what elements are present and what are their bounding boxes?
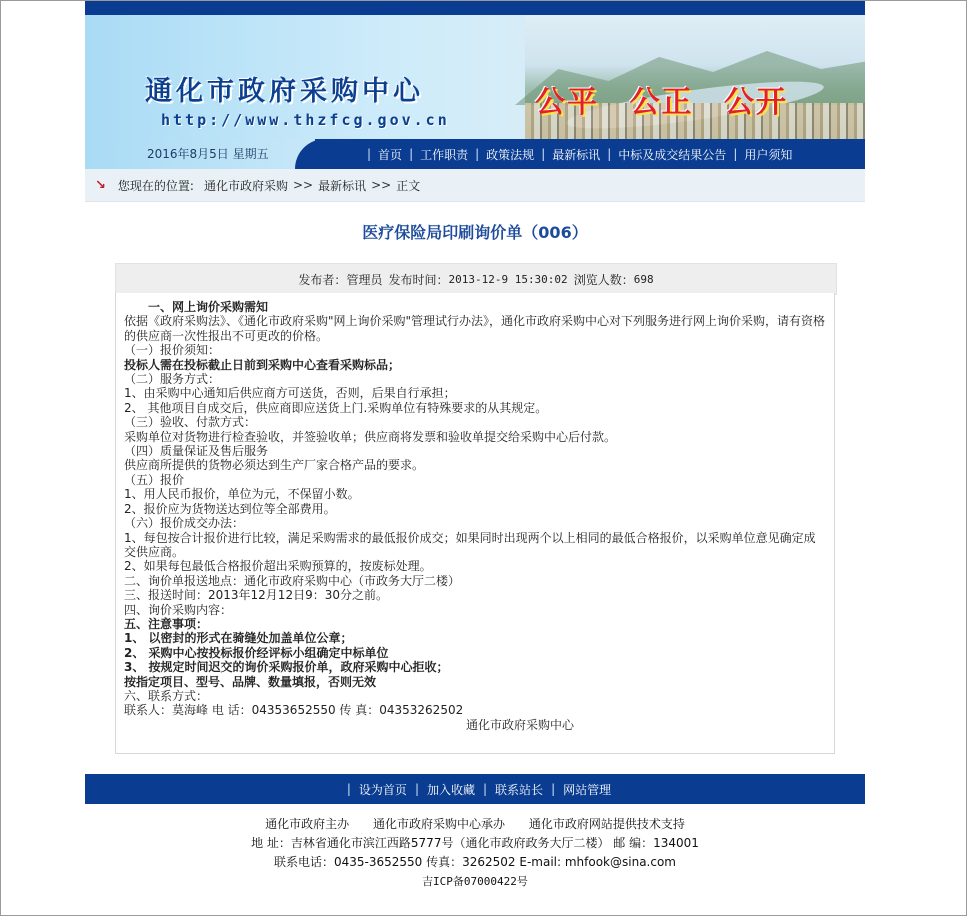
footer-tech-support: 通化市政府网站提供技术支持 — [528, 817, 685, 831]
footer-icp: 吉ICP备07000422号 — [422, 875, 528, 888]
paragraph: （五）报价 — [124, 472, 185, 487]
breadcrumb-item-latest[interactable]: 最新标讯 — [318, 178, 367, 193]
paragraph: 1、每包按合计报价进行比较，满足采购需求的最低报价成交；如果同时出现两个以上相同的最低合格报价，以采购单位意见确定成交供应商。 — [124, 530, 816, 559]
nav-bar — [85, 139, 865, 169]
breadcrumb-item-current: 正文 — [396, 178, 421, 193]
paragraph: 2、 其他项目自成交后，供应商即应送货上门.采购单位有特殊要求的从其规定。 — [124, 400, 548, 415]
paragraph: （二）服务方式： — [124, 372, 221, 387]
meta-publisher: 管理员 — [346, 272, 383, 287]
section-heading: 一、网上询价采购需知 — [148, 300, 269, 314]
header-banner — [85, 15, 865, 139]
add-favorite-link[interactable]: 加入收藏 — [426, 782, 475, 797]
nav-separator: | — [475, 147, 480, 161]
breadcrumb-prefix: 您现在的位置: — [117, 178, 194, 193]
contact-line: 联系人：莫海峰 电 话：04353652550 传 真：04353262502 — [124, 703, 464, 718]
meta-views-label: 浏览人数： — [573, 272, 634, 287]
footer-sponsors — [85, 815, 865, 834]
paragraph: （一）报价须知： — [124, 343, 221, 358]
paragraph: 三、报送时间：2013年12月12日9：30分之前。 — [124, 588, 388, 603]
paragraph: 六、联系方式： — [124, 688, 209, 703]
contact-webmaster-link[interactable]: 联系站长 — [495, 782, 544, 797]
paragraph: 依据《政府采购法》、《通化市政府采购"网上询价采购"管理试行办法》，通化市政府采购中心对下列服务进行网上询价采购，请有资格的供应商一次性报出不可更改的价格。 — [124, 314, 826, 343]
footer-separator: | — [551, 782, 556, 796]
site-title: 通化市政府采购中心 — [145, 76, 424, 107]
meta-publisher-label: 发布者： — [298, 272, 347, 287]
nav-separator: | — [733, 147, 738, 161]
paragraph-emphasis: 3、 按规定时间迟交的询价采购报价单，政府采购中心拒收； — [124, 660, 449, 675]
footer-separator: | — [414, 782, 419, 796]
breadcrumb — [85, 169, 865, 202]
breadcrumb-separator: >> — [371, 178, 392, 192]
current-date: 2016年8月5日 星期五 — [147, 147, 269, 161]
meta-views: 698 — [633, 272, 654, 286]
slogan-just: 公正 — [629, 85, 694, 120]
paragraph: （六）报价成交办法： — [124, 516, 245, 531]
paragraph-emphasis: 投标人需在投标截止日前到采购中心查看采购标品； — [124, 357, 401, 372]
breadcrumb-item-home[interactable]: 通化市政府采购 — [203, 178, 288, 193]
paragraph-emphasis: 按指定项目、型号、品牌、数量填报，否则无效 — [124, 674, 377, 689]
nav-separator: | — [541, 147, 546, 161]
paragraph: 1、由采购中心通知后供应商方可送货，否则，后果自行承担； — [124, 386, 456, 401]
nav-separator: | — [607, 147, 612, 161]
nav-item-home[interactable]: 首页 — [378, 147, 403, 162]
slogan-open: 公开 — [723, 85, 788, 120]
nav-item-latest-bids[interactable]: 最新标讯 — [552, 147, 601, 162]
paragraph: 四、询价采购内容： — [124, 602, 233, 617]
paragraph: 1、用人民币报价，单位为元，不保留小数。 — [124, 487, 360, 502]
paragraph-emphasis: 1、 以密封的形式在骑缝处加盖单位公章； — [124, 631, 353, 646]
nav-separator: | — [409, 147, 414, 161]
article-title: 医疗保险局印刷询价单（006） — [362, 223, 588, 242]
paragraph: 采购单位对货物进行检查验收，并签验收单；供应商将发票和验收单提交给采购中心后付款。 — [124, 429, 617, 444]
footer-organizer: 通化市政府采购中心承办 — [372, 817, 505, 831]
date-box — [85, 139, 315, 169]
signoff: 通化市政府采购中心 — [465, 717, 574, 732]
top-strip — [85, 1, 865, 15]
breadcrumb-separator: >> — [292, 178, 314, 192]
footer-contact: 联系电话：0435-3652550 传真：3262502 E-mail: mhfook@sina.com — [273, 855, 676, 869]
footer-address: 地 址：吉林省通化市滨江西路5777号（通化市政府政务大厅二楼） 邮 编：134001 — [251, 836, 699, 850]
site-admin-link[interactable]: 网站管理 — [563, 782, 612, 797]
nav-separator: | — [367, 147, 372, 161]
set-homepage-link[interactable]: 设为首页 — [358, 782, 407, 797]
footer-links-bar — [85, 774, 865, 804]
meta-time-label: 发布时间： — [388, 272, 449, 287]
nav-item-duties[interactable]: 工作职责 — [420, 147, 469, 162]
paragraph: （三）验收、付款方式： — [124, 415, 257, 430]
main-nav — [360, 139, 792, 169]
footer-separator: | — [346, 782, 351, 796]
paragraph-emphasis: 五、注意事项： — [124, 616, 209, 631]
nav-item-policies[interactable]: 政策法规 — [486, 147, 535, 162]
site-url: http://www.thzfcg.gov.cn — [161, 111, 450, 129]
article-body — [115, 293, 835, 754]
paragraph: 2、报价应为货物送达到位等全部费用。 — [124, 501, 336, 516]
footer-separator: | — [483, 782, 488, 796]
article-meta — [115, 263, 837, 295]
nav-item-results[interactable]: 中标及成交结果公告 — [618, 147, 727, 162]
footer-sponsor: 通化市政府主办 — [265, 817, 350, 831]
paragraph: （四）质量保证及售后服务 — [124, 444, 269, 459]
paragraph: 2、如果每包最低合格报价超出采购预算的，按废标处理。 — [124, 559, 432, 574]
paragraph: 供应商所提供的货物必须达到生产厂家合格产品的要求。 — [124, 458, 425, 473]
slogan-fair: 公平 — [535, 85, 599, 120]
meta-time: 2013-12-9 15:30:02 — [448, 272, 568, 286]
location-arrow-icon: ↘ — [95, 177, 106, 193]
page-container — [85, 1, 865, 888]
footer-info — [85, 815, 865, 891]
paragraph-emphasis: 2、 采购中心按投标报价经评标小组确定中标单位 — [124, 645, 389, 660]
slogan — [535, 77, 806, 121]
paragraph: 二、询价单报送地点：通化市政府采购中心（市政务大厅二楼） — [124, 573, 461, 588]
nav-item-user-guide[interactable]: 用户须知 — [744, 147, 793, 162]
